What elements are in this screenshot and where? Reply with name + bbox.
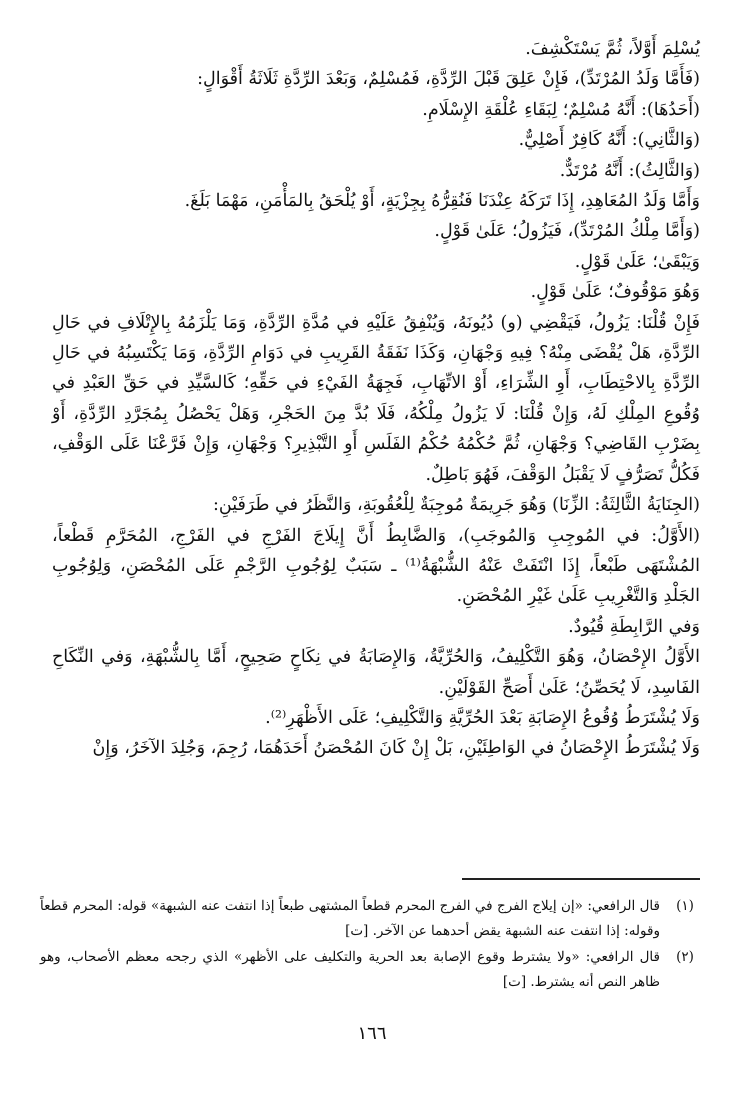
paragraph: (الأَوَّلُ: في المُوجِبِ وَالمُوجَبِ)، وَالضَّابِطُ أَنَّ إِيلَاجَ الفَرْجِ في الفَرْجِ، المُحَرَّمِ قَطْعاً، المُشْتَهَى طَبْعاً، إِذَا انْتَفَتْ عَنْهُ الشُّبْهَةُ⁽¹⁾ ـ سَبَبٌ لِوُجُوبِ الرَّجْمِ عَلَى المُحْصَنِ، وَلِوُجُوبِ الجَلْدِ وَالتَّغْرِيبِ عَلَىٰ غَيْرِ المُحْصَنِ. bbox=[52, 525, 700, 607]
paragraph: (وَأَمَّا مِلْكُ المُرْتَدِّ)، فَيَزُولُ؛ عَلَىٰ قَوْلٍ. bbox=[434, 221, 700, 242]
footnote-number: (١) bbox=[676, 898, 694, 914]
paragraph: وَلَا يُشْتَرَطُ الإِحْصَانُ في الوَاطِئَيْنِ، بَلْ إِنْ كَانَ المُحْصَنُ أَحَدَهُمَا، رُجِمَ، وَجُلِدَ الآخَرُ، وَإِنْ bbox=[92, 738, 700, 759]
paragraph: (وَالثَّانِي): أَنَّهُ كَافِرٌ أَصْلِيٌّ. bbox=[518, 130, 700, 151]
paragraph: (أَحَدُهَا): أَنَّهُ مُسْلِمٌ؛ لِبَقَاءِ عُلْقَةِ الإِسْلَامِ. bbox=[422, 99, 700, 120]
footnote-divider bbox=[462, 878, 700, 880]
paragraph: وَهُوَ مَوْقُوفٌ؛ عَلَىٰ قَوْلٍ. bbox=[530, 282, 700, 303]
page-number: ١٦٦ bbox=[357, 1023, 387, 1044]
footnote-number: (٢) bbox=[676, 949, 694, 965]
footnote bbox=[40, 894, 700, 944]
paragraph: وَأَمَّا وَلَدُ المُعَاهِدِ، إِذَا تَرَكَهُ عِنْدَنَا فَنُقِرُّهُ بِجِزْيَةٍ، أَوْ يُلْحَقُ بِالمَأْمَنِ، مَهْمَا بَلَغَ. bbox=[184, 191, 700, 212]
paragraph: وَيَبْقَىٰ؛ عَلَىٰ قَوْلٍ. bbox=[574, 251, 700, 272]
paragraph: وَفي الرَّابِطَةِ قُيُودٌ. bbox=[568, 616, 700, 637]
paragraph: الأَوَّلُ الإِحْصَانُ، وَهُوَ التَّكْلِيفُ، وَالحُرِّيَّةُ، وَالإِصَابَةُ في نِكَاحٍ صَحِيحٍ، أَمَّا بِالشُّبْهَةِ، وَفي النِّكَاحِ الفَاسِدِ، لَا يُحَصِّنُ؛ عَلَىٰ أَصَحِّ القَوْلَيْنِ. bbox=[52, 647, 700, 698]
main-text bbox=[52, 34, 700, 764]
paragraph: يُسْلِمَ أَوَّلاً، ثُمَّ يَسْتَكْشِفَ. bbox=[525, 39, 700, 59]
footnote bbox=[40, 945, 700, 995]
paragraph: (الجِنَايَةُ الثَّالِثَةُ: الزِّنَا) وَهُوَ جَرِيمَةٌ مُوجِبَةٌ لِلْعُقُوبَةِ، وَالنَّظَرُ في طَرَفَيْنِ: bbox=[213, 495, 700, 516]
paragraph: (وَالثَّالِثُ): أَنَّهُ مُرْتَدٌّ. bbox=[559, 160, 700, 181]
footnote-text: قال الرافعي: «إن إيلاج الفرج في الفرج المحرم قطعاً المشتهى طبعاً إذا انتفت عنه الشبهة» قوله: المحرم قطعاً وقوله: إذا انتفت عنه الشبهة يقض أحدهما عن الآخر. [ت] bbox=[40, 898, 660, 939]
paragraph: فَإِنْ قُلْنَا: يَزُولُ، فَيَقْضِي (و) دُيُونَهُ، وَيُنْفِقُ عَلَيْهِ في مُدَّةِ الرِّدَّةِ، وَمَا يَلْزَمُهُ بِالإِتْلَافِ في حَالِ الرِّدَّةِ، هَلْ يُقْضَى مِنْهُ؟ فِيهِ وَجْهَانِ، وَكَذَا نَفَقَةُ القَرِيبِ في دَوَامِ الرِّدَّةِ، وَمَا يَكْتَسِبُهُ في حَالِ الرِّدَّةِ بِالاحْتِطَابِ، أَوِ الشِّرَاءِ، أَوْ الاتِّهَابِ، فَجِهَةُ الفَيْءِ في حَقِّهِ؛ كَالسَّيِّدِ في حَقِّ العَبْدِ في وُقُوعِ المِلْكِ لَهُ، وَإِنْ قُلْنَا: لَا يَزُولُ مِلْكُهُ، فَلَا بُدَّ مِنَ الحَجْرِ، وَهَلْ يَحْصُلُ بِمُجَرَّدِ الرِّدَّةِ، أَوْ بِضَرْبِ القَاضِي؟ وَجْهَانِ، ثُمَّ حُكْمُهُ حُكْمُ الفَلَسِ أَوِ التَّبْذِيرِ؟ وَجْهَانِ، وَإِنْ فَرَّعْنَا عَلَى الوَقْفِ، فَكُلُّ تَصَرُّفٍ لَا يَقْبَلُ الوَقْفَ، فَهُوَ بَاطِلٌ. bbox=[52, 312, 700, 485]
paragraph: وَلَا يُشْتَرَطُ وُقُوعُ الإِصَابَةِ بَعْدَ الحُرِّيَّةِ وَالتَّكْلِيفِ؛ عَلَى الأَظْهَرِ⁽²⁾. bbox=[265, 707, 700, 728]
paragraph: (فَأَمَّا وَلَدُ المُرْتَدِّ)، فَإِنْ عَلِقَ قَبْلَ الرِّدَّةِ، فَمُسْلِمٌ، وَبَعْدَ الرِّدَّةِ ثَلَاثَةُ أَقْوَالٍ: bbox=[197, 69, 700, 90]
footnote-text: قال الرافعي: «ولا يشترط وقوع الإصابة بعد الحرية والتكليف على الأظهر» الذي رجحه معظم الأصحاب، وهو ظاهر النص أنه يشترط. [ت] bbox=[40, 949, 660, 990]
